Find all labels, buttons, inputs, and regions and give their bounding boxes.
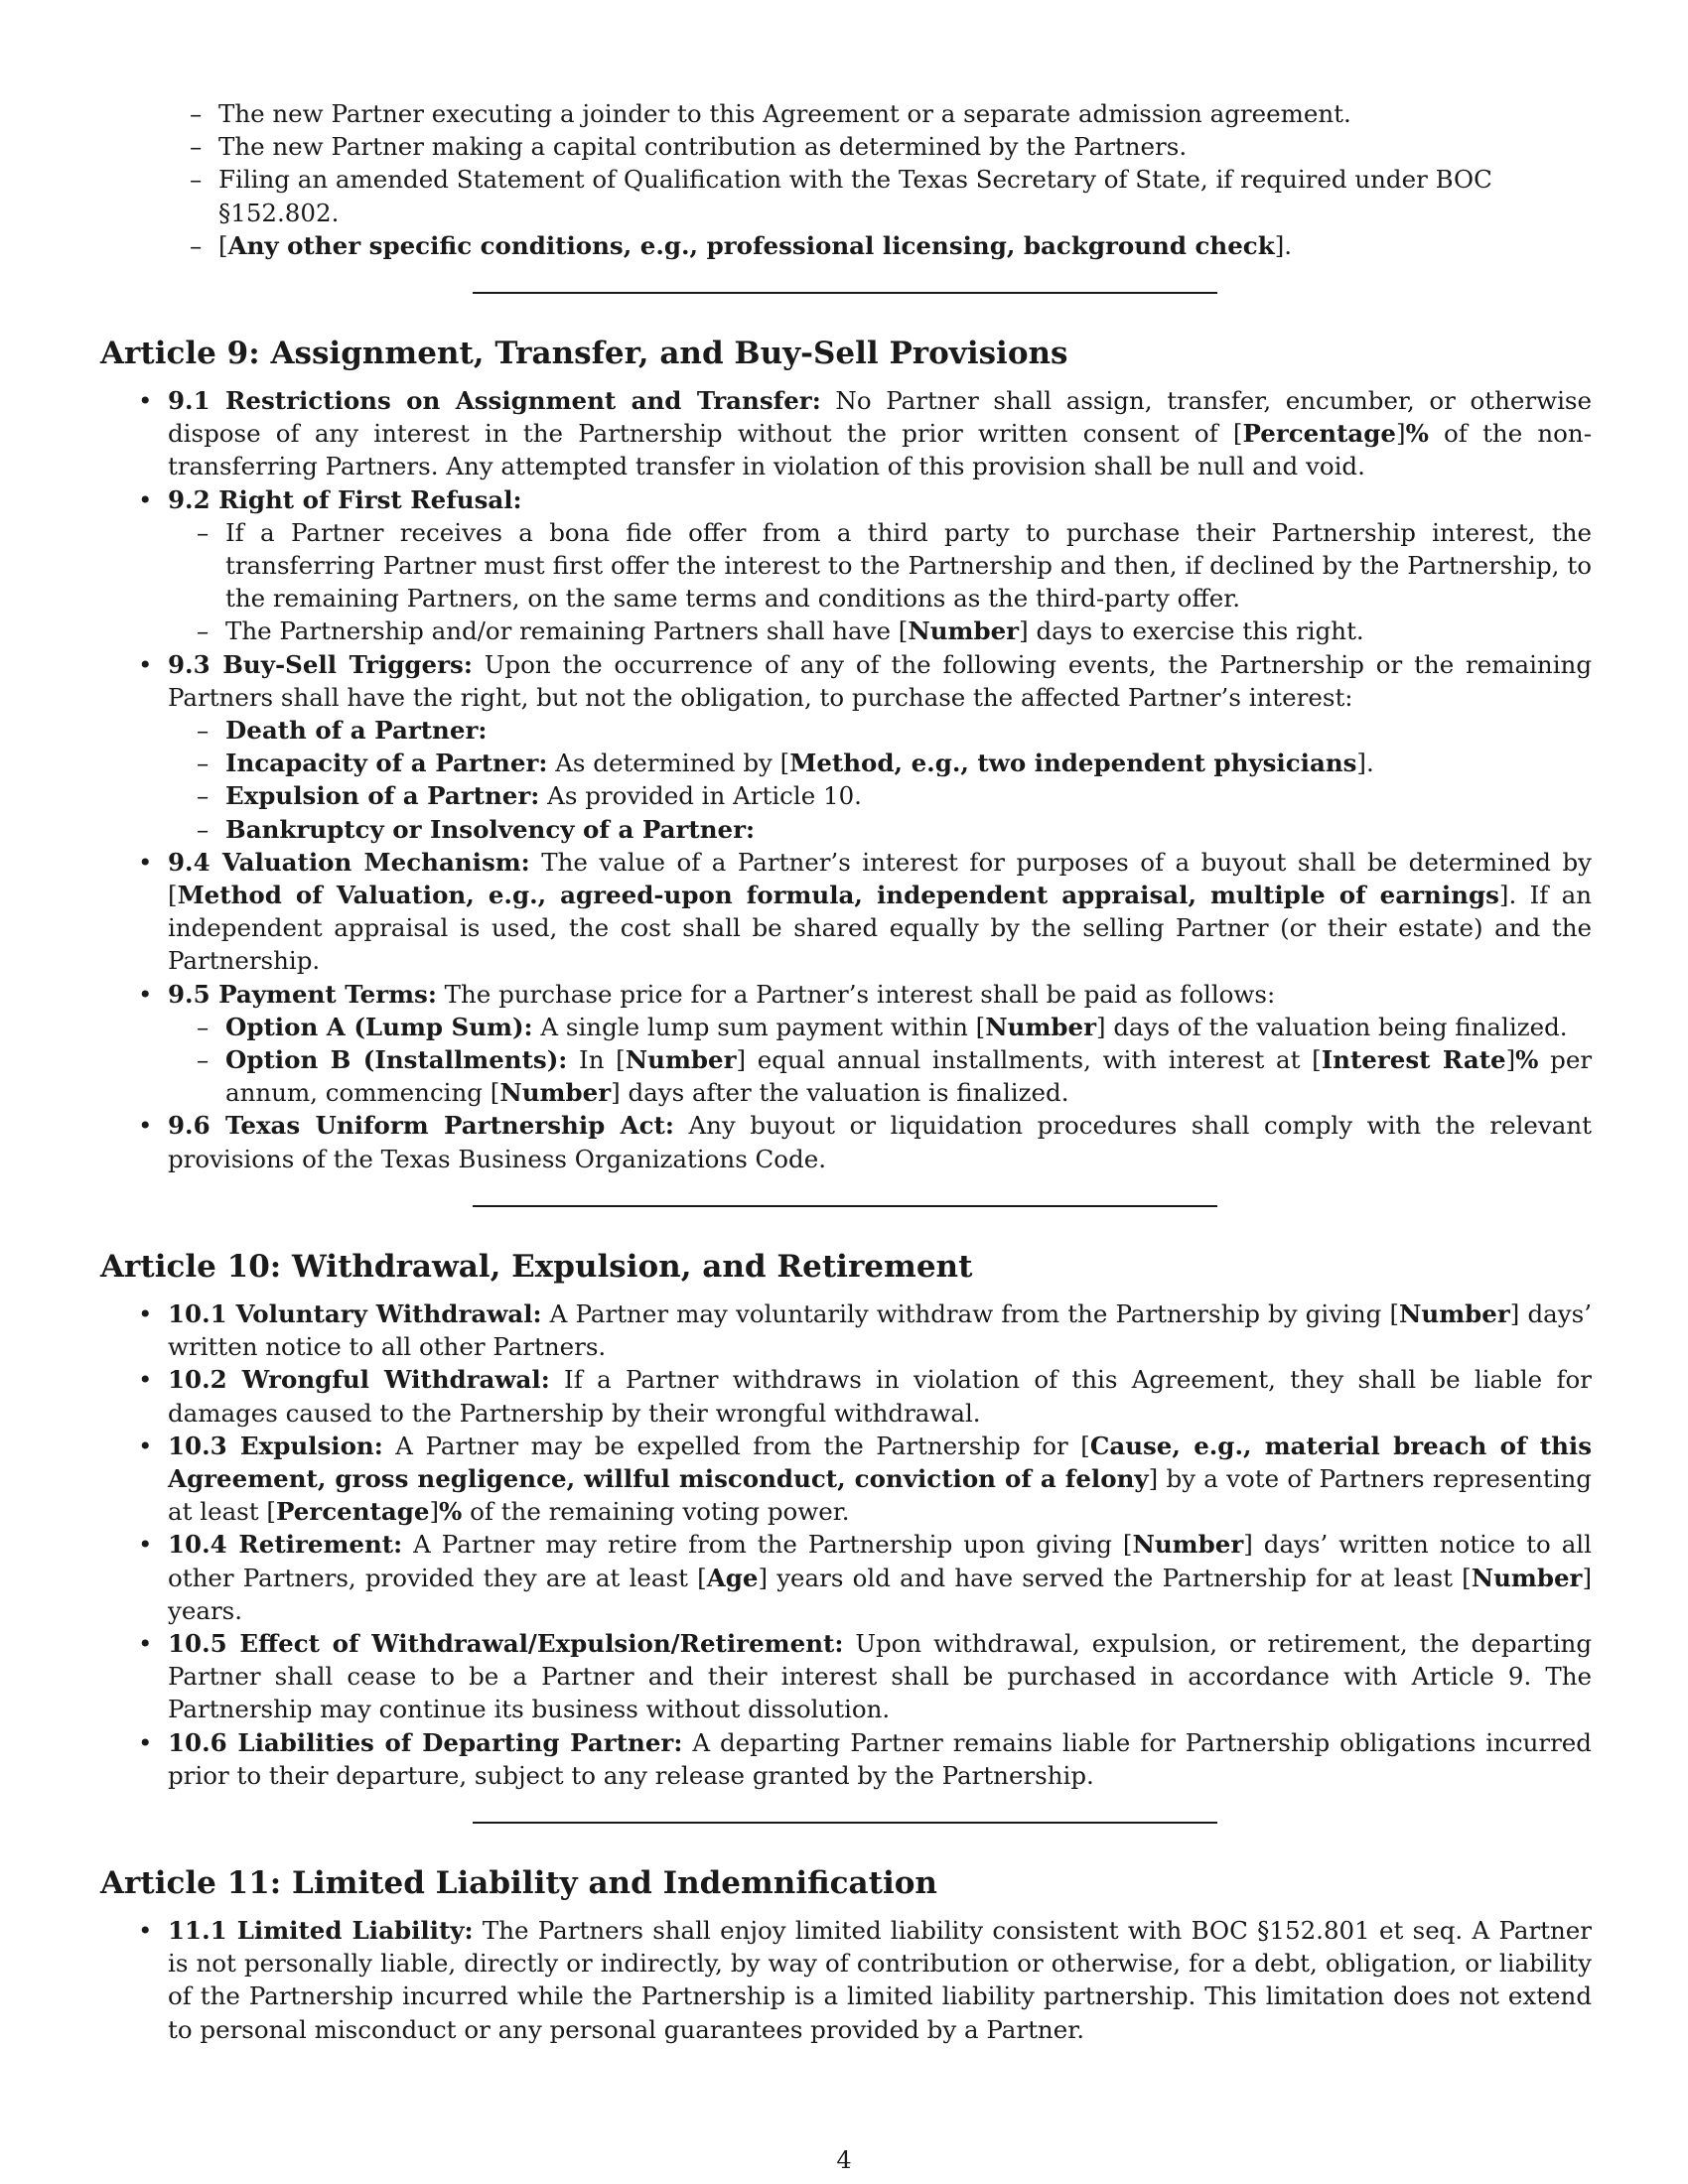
section-label: 9.6 Texas Uniform Partnership Act: (168, 1111, 674, 1141)
section-label: 9.2 Right of First Refusal: (168, 484, 522, 514)
list-item: – Expulsion of a Partner: As provided in Article 10. (197, 779, 1592, 812)
section-10-6: • 10.6 Liabilities of Departing Partner: A departing Partner remains liable for Partnership obligations incurred prior to their departure, subject to any release granted by the Partnership. (136, 1726, 1592, 1792)
sub-list (197, 714, 1592, 846)
page-number: 4 (836, 2146, 852, 2174)
section-10-3: • 10.3 Expulsion: A Partner may be expelled from the Partnership for [Cause, e.g., material breach of this Agreement, gross negligence, willful misconduct, conviction of a felony] by a vote of Partners representing at least [Percentage]% of the remaining voting power. (136, 1430, 1592, 1529)
list-item: – Incapacity of a Partner: As determined by [Method, e.g., two independent physicians]. (197, 747, 1592, 779)
section-9-5: • 9.5 Payment Terms: The purchase price for a Partner’s interest shall be paid as follows: – Option A (Lump Sum): A single lump sum payment within [Number] days of the valuation being finalized. – Option B (Installments): In [Number] equal annual installments, with interest at [Interest Rate]% per annum, commencing [Number] days after the valuation is finalized. (136, 978, 1592, 1110)
section-10-4: • 10.4 Retirement: A Partner may retire from the Partnership upon giving [Number] days’ written notice to all other Partners, provided they are at least [Age] years old and have served the Partnership for at least [Number] years. (136, 1528, 1592, 1627)
section-label: 9.5 Payment Terms: (168, 979, 437, 1009)
section-9-3: • 9.3 Buy-Sell Triggers: Upon the occurrence of any of the following events, the Partnership or the remaining Partners shall have the right, but not the obligation, to purchase the affected Partner’s interest: – Death of a Partner: – Incapacity of a Partner: As determined by [Method, e.g., two independent physicians]. – Expulsion of a Partner: As provided in Article 10. – Bankruptcy or Insolvency of a Partner: (136, 648, 1592, 846)
section-label: 10.4 Retirement: (168, 1530, 403, 1560)
list-item (190, 229, 1592, 262)
section-10-2: • 10.2 Wrongful Withdrawal: If a Partner withdraws in violation of this Agreement, they shall be liable for damages caused to the Partnership by their wrongful withdrawal. (136, 1363, 1592, 1429)
section-11-1: • 11.1 Limited Liability: The Partners shall enjoy limited liability consistent with BOC §152.801 et seq. A Partner is not personally liable, directly or indirectly, by way of contribution or otherwise, for a debt, obligation, or liability of the Partnership incurred while the Partnership is a limited liability partnership. This limitation does not extend to personal misconduct or any personal guarantees provided by a Partner. (136, 1914, 1592, 2046)
sub-list (197, 1011, 1592, 1110)
list-item: – Death of a Partner: (197, 714, 1592, 747)
list-item: – Option B (Installments): In [Number] equal annual installments, with interest at [Interest Rate]% per annum, commencing [Number] days after the valuation is finalized. (197, 1043, 1592, 1109)
article-9-heading: Article 9: Assignment, Transfer, and Buy-Sell Provisions (100, 336, 1068, 372)
document-page (100, 97, 1592, 2046)
list-item: – Option A (Lump Sum): A single lump sum payment within [Number] days of the valuation being finalized. (197, 1011, 1592, 1043)
list-item: – Filing an amended Statement of Qualification with the Texas Secretary of State, if required under BOC §152.802. (190, 163, 1592, 228)
article-9-list (136, 384, 1592, 1175)
admission-conditions-list (190, 97, 1592, 262)
section-label: 10.6 Liabilities of Departing Partner: (168, 1727, 683, 1757)
article-10-heading: Article 10: Withdrawal, Expulsion, and Retirement (100, 1248, 973, 1285)
section-label: 9.3 Buy-Sell Triggers: (168, 649, 473, 679)
list-item: – The new Partner executing a joinder to this Agreement or a separate admission agreement. (190, 97, 1592, 130)
section-label: 10.5 Effect of Withdrawal/Expulsion/Retirement: (168, 1628, 844, 1658)
section-divider (473, 292, 1217, 294)
bracket-close: ]. (1274, 230, 1293, 260)
section-label: 9.4 Valuation Mechanism: (168, 847, 530, 877)
sub-list (197, 516, 1592, 648)
section-label: 10.1 Voluntary Withdrawal: (168, 1298, 542, 1328)
section-label: 9.1 Restrictions on Assignment and Transfer: (168, 386, 821, 416)
section-9-6: • 9.6 Texas Uniform Partnership Act: Any buyout or liquidation procedures shall comply with the relevant provisions of the Texas Business Organizations Code. (136, 1109, 1592, 1174)
section-divider (473, 1822, 1217, 1824)
article-11-list (136, 1914, 1592, 2046)
bracket-open: [ (218, 230, 228, 260)
placeholder-text: Any other specific conditions, e.g., professional licensing, background check (227, 230, 1275, 260)
list-item: – The Partnership and/or remaining Partners shall have [Number] days to exercise this right. (197, 614, 1592, 647)
article-10-list (136, 1297, 1592, 1792)
section-label: 10.2 Wrongful Withdrawal: (168, 1365, 550, 1395)
section-label: 11.1 Limited Liability: (168, 1915, 474, 1945)
section-10-5: • 10.5 Effect of Withdrawal/Expulsion/Retirement: Upon withdrawal, expulsion, or retirement, the departing Partner shall cease to be a Partner and their interest shall be purchased in accordance with Article 9. The Partnership may continue its business without dissolution. (136, 1627, 1592, 1726)
section-10-1: • 10.1 Voluntary Withdrawal: A Partner may voluntarily withdraw from the Partnership by giving [Number] days’ written notice to all other Partners. (136, 1297, 1592, 1363)
section-divider (473, 1205, 1217, 1207)
list-item: – Bankruptcy or Insolvency of a Partner: (197, 813, 1592, 846)
list-item: – The new Partner making a capital contribution as determined by the Partners. (190, 130, 1592, 163)
list-item: – If a Partner receives a bona fide offer from a third party to purchase their Partnership interest, the transferring Partner must first offer the interest to the Partnership and then, if declined by the Partnership, to the remaining Partners, on the same terms and conditions as the third-party offer. (197, 516, 1592, 615)
article-11-heading: Article 11: Limited Liability and Indemnification (100, 1864, 937, 1901)
section-label: 10.3 Expulsion: (168, 1431, 383, 1460)
section-9-2 (136, 483, 1592, 648)
section-9-1: • 9.1 Restrictions on Assignment and Transfer: No Partner shall assign, transfer, encumber, or otherwise dispose of any interest in the Partnership without the prior written consent of [Percentage]% of the non-transferring Partners. Any attempted transfer in violation of this provision shall be null and void. (136, 384, 1592, 483)
section-9-4: • 9.4 Valuation Mechanism: The value of a Partner’s interest for purposes of a buyout shall be determined by [Method of Valuation, e.g., agreed-upon formula, independent appraisal, multiple of earnings]. If an independent appraisal is used, the cost shall be shared equally by the selling Partner (or their estate) and the Partnership. (136, 846, 1592, 978)
